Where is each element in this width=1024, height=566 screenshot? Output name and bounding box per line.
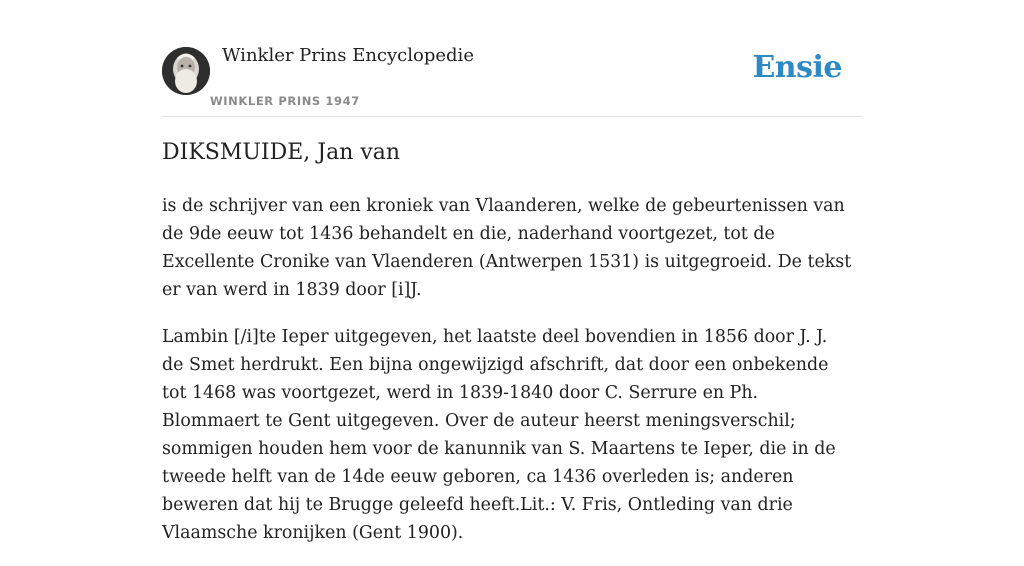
portrait-avatar-icon: [162, 47, 210, 95]
entry-paragraph: Lambin [/i]te Ieper uitgegeven, het laatste deel bovendien in 1856 door J. J. de Smet herdrukt. Een bijna ongewijzigd afschrift, dat door een onbekende tot 1468 was voortgezet, werd in 1839-1840 door C. Serrure en Ph. Blommaert te Gent uitgegeven. Over de auteur heerst meningsverschil; sommigen houden hem voor de kanunnik van S. Maartens te Ieper, die in de tweede helft van de 14de eeuw geboren, ca 1436 overleden is; anderen beweren dat hij te Brugge geleefd heeft.Lit.: V. Fris, Ontleding van drie Vlaamsche kronijken (Gent 1900).: [162, 327, 836, 543]
entry-body: [162, 192, 852, 566]
entry-title: DIKSMUIDE, Jan van: [162, 140, 401, 165]
encyclopedia-edition[interactable]: WINKLER PRINS 1947: [210, 94, 360, 108]
site-header: [162, 0, 862, 117]
author-avatar[interactable]: [162, 47, 210, 95]
entry-paragraph: is de schrijver van een kroniek van Vlaanderen, welke de gebeurtenissen van de 9de eeuw tot 1436 behandelt en die, naderhand voortgezet, tot de Excellente Cronike van Vlaenderen (Antwerpen 1531) is uitgegroeid. De tekst er van werd in 1839 door [i]J.: [162, 196, 852, 300]
brand-logo[interactable]: Ensie: [752, 50, 842, 85]
site-title[interactable]: Winkler Prins Encyclopedie: [222, 45, 474, 66]
page-container: [162, 0, 862, 543]
